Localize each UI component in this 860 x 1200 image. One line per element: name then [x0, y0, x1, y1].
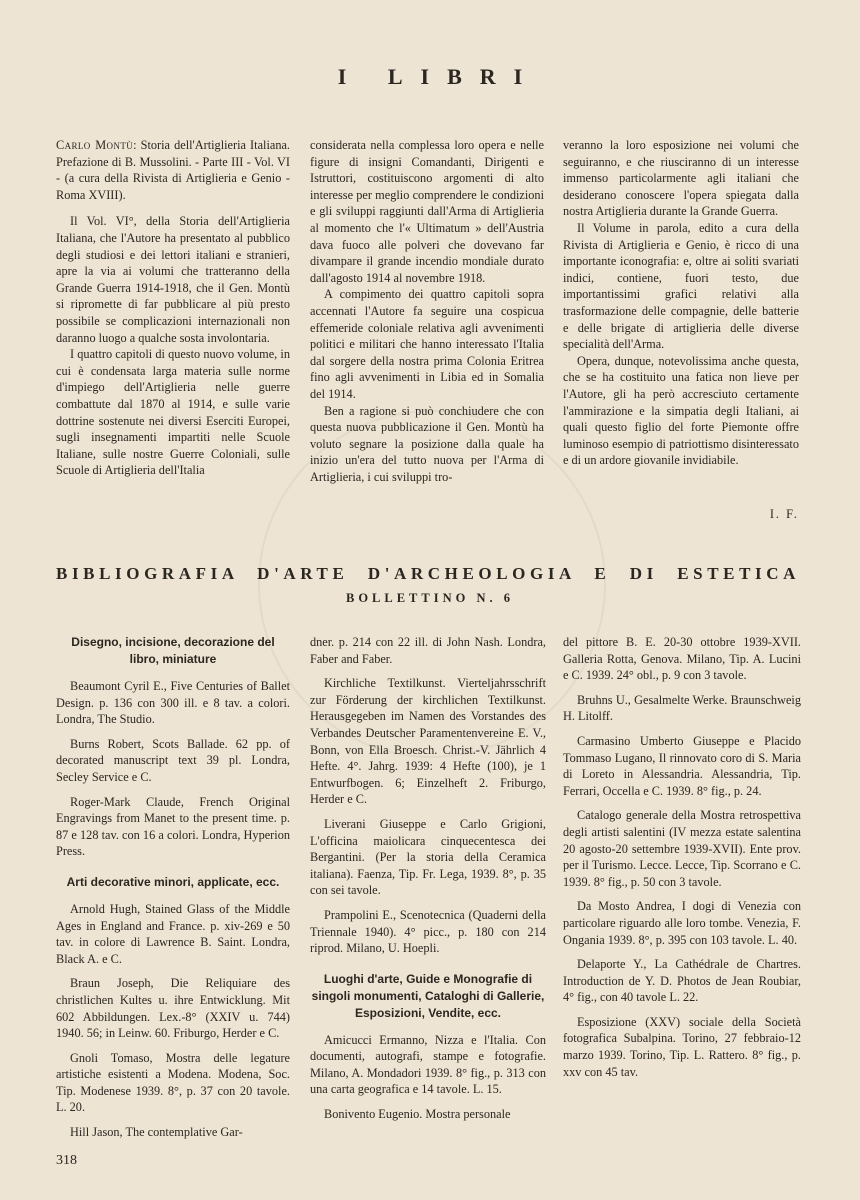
bibliography-column-1 [56, 634, 290, 1149]
review-signature: I. F. [769, 507, 799, 521]
review-paragraph: veranno la loro esposizione nei volumi che seguiranno, e che riusciranno di un interesse immenso particolarmente agli italiani che desiderano conoscere l'opera spiegata dalla nostra Artiglieria durante la Grande Guerra. [563, 138, 799, 219]
page-number: 318 [56, 1153, 77, 1168]
bibliography-entry: Gnoli Tomaso, Mostra delle legature artistiche esistenti a Modena. Modena, Soc. Tip. Modenese 1939. 8°, p. 37 con 20 tavole. L. 20. [56, 1050, 290, 1115]
bibliography-entry: Esposizione (XXV) sociale della Società fotografica Subalpina. Torino, 27 febbraio-12 marzo 1939. Torino, Tip. L. Rattero. 8° fig., p. xxv con 45 tav. [563, 1014, 801, 1079]
review-paragraph: Ben a ragione si può conchiudere che con questa nuova pubblicazione il Gen. Montù ha voluto segnare la posizione dalla quale ha inizio un'era del tutto nuova per l'Arma di Artiglieria, i cui sviluppi tro- [310, 403, 544, 484]
review-column-2 [310, 137, 544, 485]
bibliography-entry: Liverani Giuseppe e Carlo Grigioni, L'officina maiolicara cinquecentesca dei Bergantini. (Per la storia della Ceramica italiana). Faenza, Tip. Fr. Lega, 1939. 8°, p. 35 con sei tavole. [310, 816, 546, 898]
bibliography-entry: Bonivento Eugenio. Mostra personale [324, 1107, 511, 1122]
bibliography-entry: Arnold Hugh, Stained Glass of the Middle Ages in England and France. p. xiv-269 e 50 tav. in colore di Lawrence B. Saint. Londra, Black A. e C. [56, 901, 290, 966]
bibliography-entry-continued: dner. p. 214 con 22 ill. di John Nash. Londra, Faber and Faber. [310, 635, 546, 666]
bibliography-entry: Beaumont Cyril E., Five Centuries of Ballet Design. p. 136 con 300 ill. e 8 tav. a colori. Londra, The Studio. [56, 679, 290, 727]
bibliography-entry: Hill Jason, The contemplative Gar- [70, 1125, 243, 1140]
bibliography-entry: Kirchliche Textilkunst. Vierteljahrsschrift zur Förderung der kirchlichen Textilkunst. Herausgegeben im Namen des Vorstandes des Verbandes Deutscher Paramentenvereine E. V., Bonn, von Ella Broesch. Christ.-V. Jährlich 4 Hefte. 4°. Jahrg. 1939: 4 Hefte (100), je 1 Entwurfbogen. 6; Einzelheft 2. Friburgo, Herder e C. [310, 676, 546, 807]
bibliography-entry: Roger-Mark Claude, French Original Engravings from Manet to the present time. p. 87 e 128 tav. con 16 a colori. Londra, Hyperion Press. [56, 794, 290, 859]
bibliography-entry: Burns Robert, Scots Ballade. 62 pp. of decorated manuscript text 39 pl. Londra, Secley Service e C. [56, 736, 290, 784]
review-paragraph: A compimento dei quattro capitoli sopra accennati l'Autore fa seguire una cospicua effemeride coloniale relativa agli avvenimenti politici e militari che hanno interessato l'Italia dal sorgere della nostra prima Colonia Eritrea fino agli avvenimenti in Libia ed in Somalia del 1914. [310, 287, 544, 401]
review-paragraph: Il Volume in parola, edito a cura della Rivista di Artiglieria e Genio, è ricco di una importante iconografia: e, oltre ai soliti svariati indici, contiene, fuori testo, due importantissimi grafici relativi alla trasformazione delle compagnie, delle batterie e delle brigate di artiglieria delle diverse specialità dell'Arma. [563, 220, 799, 352]
review-paragraph: Opera, dunque, notevolissima anche questa, che se ha costituito una fatica non lieve per l'Autore, gli ha però accresciuto certamente l'ammirazione e la simpatia degli Italiani, ai quali questo figlio del forte Piemonte offre luminoso esempio di patriottismo disinteressato e di un ardore giovanile invidiabile. [563, 353, 799, 468]
section-heading: Luoghi d'arte, Guide e Monografie di singoli monumenti, Cataloghi di Gallerie, Esposizioni, Vendite, ecc. [311, 971, 545, 1020]
bibliography-entry: Bruhns U., Gesalmelte Werke. Braunschweig H. Litolff. [563, 692, 801, 724]
bibliography-entry: Da Mosto Andrea, I dogi di Venezia con particolare riguardo alle loro tombe. Venezia, F. Ongania 1939. 8°, p. 395 con 103 tavole. L. 40. [563, 899, 801, 947]
bibliography-entry: Amicucci Ermanno, Nizza e l'Italia. Con documenti, autografi, stampe e fotografie. Milano, A. Mondadori 1939. 8° fig., p. 313 con una carta geografica e 14 tavole. L. 15. [310, 1032, 546, 1097]
review-paragraph: Il Vol. VI°, della Storia dell'Artiglieria Italiana, che l'Autore ha presentato al pubblico degli studiosi e dei lettori italiani e stranieri, apre la via ai volumi che tratteranno della Grande Guerra 1914-1918, che il Gen. Montù si ripromette di far pubblicare al più presto possibile se complicazioni internazionali non daranno luogo a qualche sosta involontaria. [56, 214, 290, 345]
review-heading [56, 137, 290, 203]
bibliography-subtitle: BOLLETTINO N. 6 [345, 591, 514, 605]
bibliography-entry: Braun Joseph, Die Reliquiare des christlichen Kultes u. ihre Entwicklung. Mit 602 Abbildungen. Lex.-8° (XXIV u. 744) 1940. 56; in Leinw. 60. Friburgo, Herder e C. [56, 976, 290, 1041]
review-book-info: : Storia dell'Artiglieria Italiana. Prefazione di B. Mussolini. - Parte III - Vol. VI - (a cura della Rivista di Artiglieria e Genio - Roma XVIII). [56, 138, 290, 202]
bibliography-entry: Catalogo generale della Mostra retrospettiva degli artisti salentini (IV mezza estate salentina 20 agosto-20 settembre 1939-XVII). Ente prov. per il Turismo. Lecce. Lecce, Tip. Scorrano e C. 1939. 8° fig., p. 50 con 3 tavole. [563, 808, 801, 889]
bibliography-entry-continued: del pittore B. E. 20-30 ottobre 1939-XVII. Galleria Rotta, Genova. Milano, Tip. A. Lucini e C. 1939. 24° obl., p. 9 con 3 tavole. [563, 635, 801, 683]
review-paragraph: I quattro capitoli di questo nuovo volume, in cui è condensata larga materia sulle norme d'impiego dell'Artiglieria nelle guerre combattute dal 1870 al 1914, e sulle varie dottrine sostenute nei diversi Eserciti Europei, sugli insegnamenti impartiti nelle Scuole Italiane, sulle nostre Guerre Coloniali, sulle Scuole di Artiglieria dell'Italia [56, 347, 290, 478]
bibliography-entry: Prampolini E., Scenotecnica (Quaderni della Triennale 1940). 4° picc., p. 180 con 214 riprod. Milano, U. Hoepli. [310, 907, 546, 956]
bibliography-entry: Carmasino Umberto Giuseppe e Placido Tommaso Lugano, Il rinnovato coro di S. Maria di Loreto in Alessandria. Alessandria, Tip. Ferrari, Occella e C. 1939. 8° fig., p. 24. [563, 733, 801, 798]
bibliography-title: BIBLIOGRAFIA D'ARTE D'ARCHEOLOGIA E DI ESTETICA [56, 564, 800, 583]
page-title: I LIBRI [337, 64, 541, 89]
bibliography-column-2 [310, 634, 546, 1131]
review-column-3 [563, 137, 799, 469]
bibliography-entry: Delaporte Y., La Cathédrale de Chartres. Introduction de Y. D. Photos de Jean Roubiar, 4° fig., con 40 tavole L. 22. [563, 957, 801, 1005]
section-heading: Disegno, incisione, decorazione del libro, miniature [71, 635, 275, 666]
review-author: Carlo Montù [56, 138, 134, 152]
bibliography-column-3 [563, 634, 801, 1088]
review-paragraph: considerata nella complessa loro opera e nelle figure di insigni Comandanti, Dirigenti e Istruttori, costituiscono argomenti di alto interesse per meglio comprendere le condizioni e gli sviluppi raggiunti dall'Arma di Artiglieria al momento che l'« Ultimatum » dell'Austria dava fuoco alle polveri che dovevano far divampare il grande incendio mondiale durato dall'agosto 1914 al novembre 1918. [310, 138, 544, 285]
review-column-1 [56, 137, 290, 479]
section-heading: Arti decorative minori, applicate, ecc. [66, 874, 280, 889]
